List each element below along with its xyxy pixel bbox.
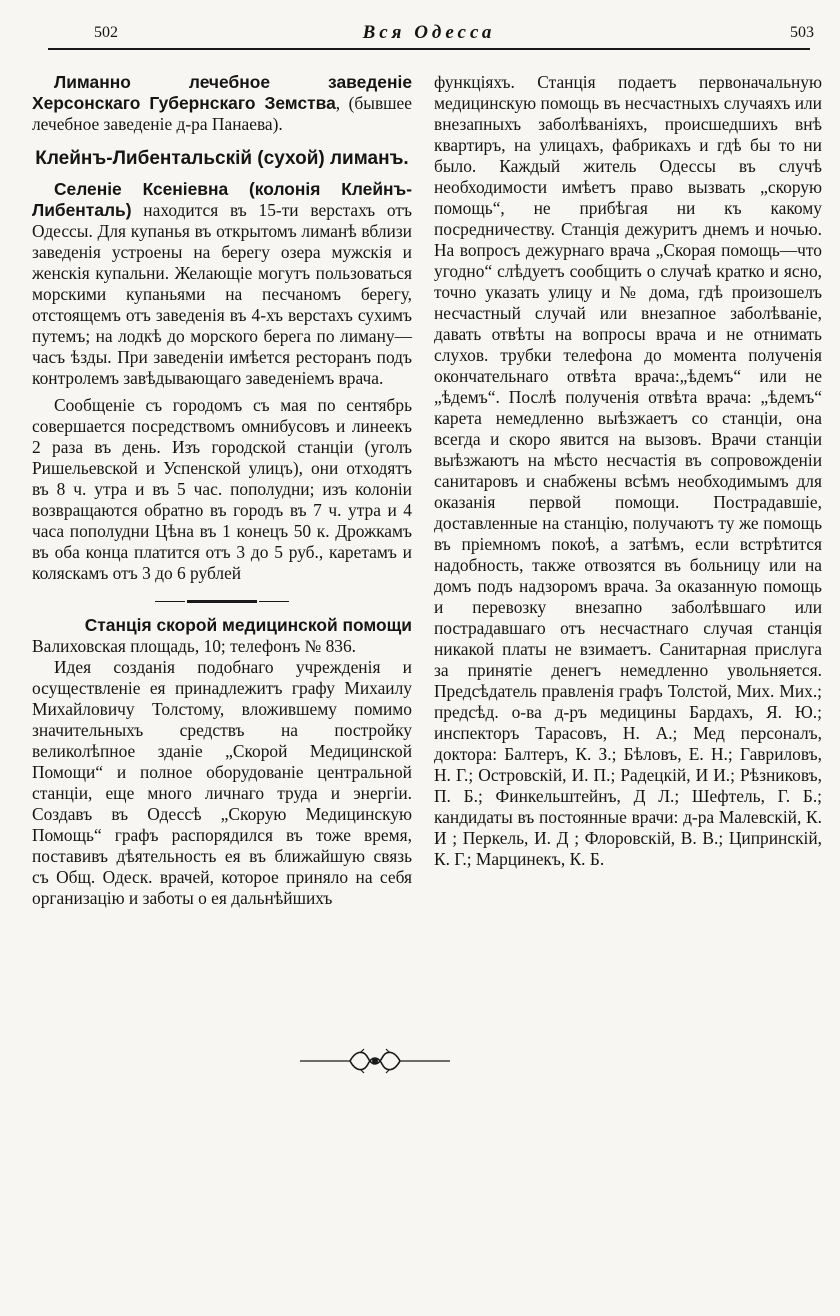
ambulance-address: Валиховская площадь, 10; телефонъ № 836.	[32, 636, 357, 656]
page-number-right: 503	[790, 24, 814, 41]
section-divider	[187, 600, 257, 603]
ambulance-services: функціяхъ. Станція подаетъ первоначальную медицинскую помощь въ несчастныхъ случаяхъ или внезапныхъ заболѣваніяхъ, происшедшихъ внѣ квартиръ, на улицахъ, фабрикахъ и гдѣ бы то ни было. Каждый житель Одессы въ случѣ необходимости имѣетъ право вызвать „скорую помощь“, не прибѣгая ни къ какому посредничеству. Станція дежуритъ днемъ и ночью. На вопросъ дежурнаго врача „Скорая помощь—что угодно“ слѣдуетъ сообщить о случаѣ кратко и ясно, точно указать улицу и № дома, гдѣ произошелъ несчастный случай или внезапное заболѣваніе, давать отвѣты на вопросы врача и не отнимать слухов. трубки телефона до момента полученія окончательнаго отвѣта врача:„ѣдемъ“ или не „ѣдемъ“. Послѣ полученія отвѣта врача: „ѣдемъ“ карета немедленно выѣзжаетъ со станціи, она всегда и скоро явится на вызовъ. Врачи станціи выѣзжаютъ на мѣсто несчастія въ сопровожденіи санитаровъ и снабжены всѣмъ необходимымъ для оказанія первой помощи. Пострадавшіе, доставленные на станцію, получаютъ ту же помощь въ пріемномъ покоѣ, а затѣмъ, если встрѣтится надобность, также отвозятся въ больницу или на домъ подъ надзоромъ врача. За оказанную помощь и перевозку внезапно заболѣвшаго или пострадавшаго отъ несчастнаго случая станція никакой платы не взимаетъ. Санитарная прислуга за принятіе денегъ немедленно увольняется. Предсѣдатель правленія графъ Толстой, Мих. Мих.; предсѣд. о-ва д-ръ медицины Бардахъ, Я. Ю.; инспекторъ Тарасовъ, Н. А.; Мед персоналъ, доктора: Балтеръ, К. З.; Бѣловъ, Е. Н.; Гавриловъ, Н. Г.; Островскій, И. П.; Радецкій, И И.; Рѣзниковъ, П. Б.; Финкельштейнъ, Д Л.; Шефтель, Г. Б.; кандидаты въ постоянные врачи: д-ра Малевскій, К. И ; Перкель, И. Д ; Флоровскій, В. В.; Ципринскій, К. Г.; Марцинекъ, К. Б.	[434, 72, 822, 869]
village-description: находится въ 15-ти верстахъ отъ Одессы. Для купанья въ открытомъ лиманѣ вблизи заведенія устроены на берегу озера мужскія и женскія купальни. Желающіе могутъ пользоваться морскими купаньями на песчаномъ берегу, отстоящемъ отъ заведенія въ 4-хъ верстахъ сухимъ путемъ; на лодкѣ до морского берега по лиману—часъ ѣзды. При заведеніи имѣется ресторанъ подъ контролемъ завѣдывающаго заведеніемъ врача.	[32, 200, 412, 388]
running-header	[48, 22, 814, 50]
village-name: Селеніе Ксеніевна (колонія Клейнъ-Либенталь)	[32, 179, 412, 220]
ambulance-history: Идея созданія подобнаго учрежденія и осуществленіе ея принадлежитъ графу Михаилу Михайловичу Толстому, вложившему помимо значительныхъ средствъ на постройку великолѣпное зданіе „Скорой Медицинской Помощи“ и полное оборудованіе центральной станціи, еще много личнаго труда и энергіи. Создавъ въ Одессѣ „Скорую Медицинскую Помощь“ графъ распорядился въ тоже время, поставивъ дѣятельность ея въ ближайшую связь съ Общ. Одеск. врачей, которое приняло на себя организацію и заботы о ея дальнѣйшихъ	[32, 657, 412, 908]
page-number-left: 502	[94, 24, 118, 41]
institution-note: , (бывшее лечебное заведеніе д-ра Панаева).	[32, 93, 412, 134]
transport-paragraph: Сообщеніе съ городомъ съ мая по сентябрь совершается посредствомъ омнибусовъ и линеекъ 2 раза въ день. Изъ городской станціи (уголъ Ришельевской и Успенской улицъ), они отходятъ въ 8 ч. утра и въ 5 час. пополудни; изъ колоніи возвращаются обратно въ городъ въ 7 ч. утра и 4 часа пополудни Цѣна въ 1 конецъ 50 к. Дрожкамъ въ оба конца платится отъ 3 до 5 руб., каретамъ и коляскамъ отъ 3 до 6 рублей	[32, 395, 412, 583]
running-title: Вся Одесса	[362, 22, 496, 43]
right-column	[434, 72, 822, 870]
section-heading-ambulance: Станція скорой медицинской помощи	[84, 615, 412, 635]
left-column	[32, 72, 412, 909]
section-heading-liman: Клейнъ-Либентальскій (сухой) лиманъ.	[35, 148, 409, 169]
ornament-icon	[300, 1044, 450, 1078]
institution-title: Лиманно лечебное заведеніе Херсонскаго Губернскаго Земства	[32, 72, 412, 113]
